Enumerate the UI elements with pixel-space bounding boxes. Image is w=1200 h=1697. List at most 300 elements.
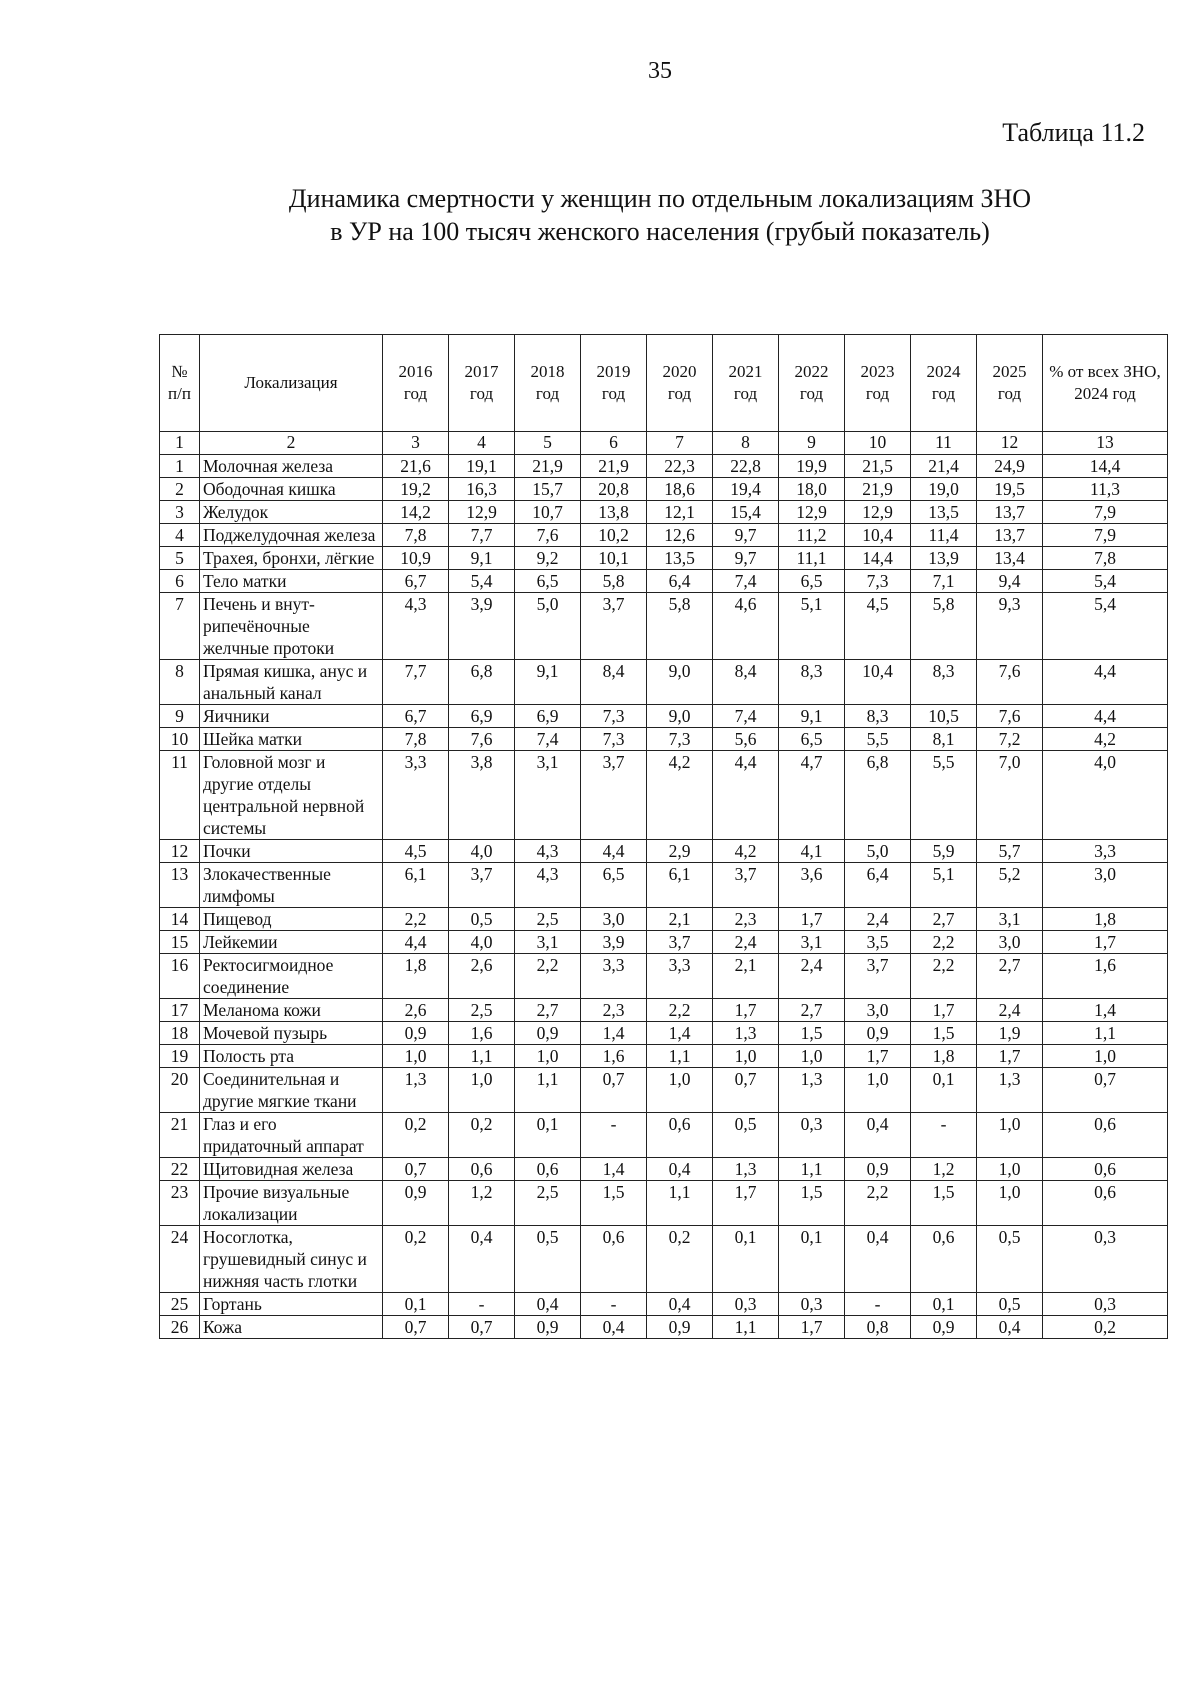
table-row <box>160 1022 1168 1045</box>
percent-value: 5,4 <box>1043 570 1168 593</box>
rate-value: 1,6 <box>449 1022 515 1045</box>
rate-value: 7,4 <box>515 728 581 751</box>
rate-value: 0,1 <box>383 1293 449 1316</box>
rate-value: 0,9 <box>845 1158 911 1181</box>
rate-value: 2,2 <box>845 1181 911 1226</box>
percent-value: 0,6 <box>1043 1158 1168 1181</box>
rate-value: 0,2 <box>449 1113 515 1158</box>
table-row <box>160 751 1168 840</box>
rate-value: 10,9 <box>383 547 449 570</box>
rate-value: 5,8 <box>911 593 977 660</box>
header-year: 2020 год <box>647 335 713 432</box>
rate-value: 10,5 <box>911 705 977 728</box>
table-row <box>160 1158 1168 1181</box>
rate-value: 9,0 <box>647 705 713 728</box>
rate-value: 1,6 <box>581 1045 647 1068</box>
percent-value: 11,3 <box>1043 478 1168 501</box>
rate-value: 21,9 <box>845 478 911 501</box>
row-number: 14 <box>160 908 200 931</box>
rate-value: 1,1 <box>713 1316 779 1339</box>
rate-value: 21,9 <box>515 455 581 478</box>
table-row <box>160 1293 1168 1316</box>
rate-value: 10,2 <box>581 524 647 547</box>
rate-value: 1,8 <box>911 1045 977 1068</box>
percent-value: 1,8 <box>1043 908 1168 931</box>
header-year: 2021 год <box>713 335 779 432</box>
table-row <box>160 1113 1168 1158</box>
header-year: 2018 год <box>515 335 581 432</box>
rate-value: 5,5 <box>911 751 977 840</box>
rate-value: 2,2 <box>911 954 977 999</box>
table-title-line-1: Динамика смертности у женщин по отдельным локализациям ЗНО <box>288 184 1032 213</box>
row-number: 2 <box>160 478 200 501</box>
rate-value: 8,4 <box>713 660 779 705</box>
rate-value: 9,3 <box>977 593 1043 660</box>
rate-value: 7,8 <box>383 728 449 751</box>
rate-value: 0,9 <box>515 1316 581 1339</box>
rate-value: 7,3 <box>647 728 713 751</box>
column-number: 9 <box>779 432 845 455</box>
rate-value: 4,5 <box>383 840 449 863</box>
rate-value: 13,5 <box>911 501 977 524</box>
row-number: 8 <box>160 660 200 705</box>
rate-value: 0,4 <box>845 1226 911 1293</box>
rate-value: 5,2 <box>977 863 1043 908</box>
rate-value: 1,0 <box>647 1068 713 1113</box>
percent-value: 7,9 <box>1043 524 1168 547</box>
rate-value: 9,7 <box>713 524 779 547</box>
header-year: 2024 год <box>911 335 977 432</box>
table-row <box>160 501 1168 524</box>
rate-value: 1,7 <box>911 999 977 1022</box>
rate-value: 5,1 <box>779 593 845 660</box>
rate-value: 11,4 <box>911 524 977 547</box>
localization-name: Кожа <box>200 1316 383 1339</box>
table-row <box>160 728 1168 751</box>
rate-value: 1,5 <box>581 1181 647 1226</box>
table-label: Таблица 11.2 <box>1002 118 1145 147</box>
rate-value: 0,9 <box>647 1316 713 1339</box>
header-row <box>160 335 1168 432</box>
rate-value: 0,3 <box>713 1293 779 1316</box>
rate-value: 0,5 <box>977 1293 1043 1316</box>
percent-value: 4,4 <box>1043 705 1168 728</box>
header-year: 2023 год <box>845 335 911 432</box>
table-row <box>160 660 1168 705</box>
rate-value: 1,5 <box>779 1022 845 1045</box>
rate-value: 0,9 <box>383 1181 449 1226</box>
rate-value: 0,1 <box>713 1226 779 1293</box>
rate-value: 7,6 <box>977 660 1043 705</box>
rate-value: 5,9 <box>911 840 977 863</box>
localization-name: Носоглотка, грушевидный синус и нижняя часть глотки <box>200 1226 383 1293</box>
rate-value: 1,7 <box>779 1316 845 1339</box>
rate-value: 12,9 <box>779 501 845 524</box>
rate-value: 0,4 <box>581 1316 647 1339</box>
rate-value: 0,9 <box>515 1022 581 1045</box>
rate-value: 6,9 <box>515 705 581 728</box>
rate-value: 0,1 <box>779 1226 845 1293</box>
rate-value: 2,6 <box>383 999 449 1022</box>
row-number: 26 <box>160 1316 200 1339</box>
rate-value: 5,4 <box>449 570 515 593</box>
rate-value: 8,1 <box>911 728 977 751</box>
rate-value: 7,6 <box>515 524 581 547</box>
rate-value: 0,6 <box>449 1158 515 1181</box>
rate-value: 0,5 <box>449 908 515 931</box>
rate-value: 1,7 <box>779 908 845 931</box>
localization-name: Ободочная кишка <box>200 478 383 501</box>
table-title <box>160 182 1160 248</box>
rate-value: 4,3 <box>515 863 581 908</box>
rate-value: 1,4 <box>581 1158 647 1181</box>
rate-value: 8,3 <box>779 660 845 705</box>
rate-value: 21,4 <box>911 455 977 478</box>
rate-value: 6,8 <box>845 751 911 840</box>
rate-value: 3,7 <box>449 863 515 908</box>
rate-value: 1,1 <box>449 1045 515 1068</box>
rate-value: 7,4 <box>713 570 779 593</box>
rate-value: 19,9 <box>779 455 845 478</box>
rate-value: 3,9 <box>449 593 515 660</box>
rate-value: 8,3 <box>845 705 911 728</box>
percent-value: 1,0 <box>1043 1045 1168 1068</box>
percent-value: 4,2 <box>1043 728 1168 751</box>
rate-value: 2,6 <box>449 954 515 999</box>
localization-name: Злокачественные лимфомы <box>200 863 383 908</box>
rate-value: 1,7 <box>713 1181 779 1226</box>
rate-value: 4,1 <box>779 840 845 863</box>
rate-value: 6,4 <box>845 863 911 908</box>
column-number: 11 <box>911 432 977 455</box>
rate-value: 6,5 <box>581 863 647 908</box>
rate-value: 5,8 <box>581 570 647 593</box>
localization-name: Печень и внут-рипечёночные желчные протоки <box>200 593 383 660</box>
table-title-line-2: в УР на 100 тысяч женского населения (грубый показатель) <box>330 217 990 246</box>
rate-value: 0,2 <box>383 1226 449 1293</box>
rate-value: 19,0 <box>911 478 977 501</box>
localization-name: Мочевой пузырь <box>200 1022 383 1045</box>
rate-value: 7,3 <box>581 705 647 728</box>
percent-value: 0,7 <box>1043 1068 1168 1113</box>
localization-name: Почки <box>200 840 383 863</box>
table-row <box>160 840 1168 863</box>
rate-value: 4,3 <box>383 593 449 660</box>
rate-value: 2,5 <box>515 908 581 931</box>
localization-name: Щитовидная железа <box>200 1158 383 1181</box>
rate-value: 11,1 <box>779 547 845 570</box>
rate-value: 16,3 <box>449 478 515 501</box>
rate-value: 0,5 <box>713 1113 779 1158</box>
header-year: 2017 год <box>449 335 515 432</box>
row-number: 13 <box>160 863 200 908</box>
rate-value: 0,7 <box>449 1316 515 1339</box>
table-row <box>160 931 1168 954</box>
rate-value: 1,8 <box>383 954 449 999</box>
rate-value: 7,0 <box>977 751 1043 840</box>
rate-value: 10,4 <box>845 524 911 547</box>
rate-value: 1,0 <box>977 1158 1043 1181</box>
header-year: 2016 год <box>383 335 449 432</box>
rate-value: - <box>449 1293 515 1316</box>
rate-value: 7,1 <box>911 570 977 593</box>
rate-value: 4,6 <box>713 593 779 660</box>
rate-value: 22,8 <box>713 455 779 478</box>
rate-value: 0,1 <box>515 1113 581 1158</box>
localization-name: Прямая кишка, анус и анальный канал <box>200 660 383 705</box>
row-number: 17 <box>160 999 200 1022</box>
rate-value: 6,7 <box>383 570 449 593</box>
header-num: № п/п <box>160 335 200 432</box>
rate-value: 10,4 <box>845 660 911 705</box>
rate-value: 5,1 <box>911 863 977 908</box>
percent-value: 3,0 <box>1043 863 1168 908</box>
rate-value: 1,0 <box>977 1181 1043 1226</box>
rate-value: 0,1 <box>911 1293 977 1316</box>
rate-value: 2,3 <box>713 908 779 931</box>
localization-name: Гортань <box>200 1293 383 1316</box>
row-number: 21 <box>160 1113 200 1158</box>
rate-value: 3,7 <box>581 593 647 660</box>
table-row <box>160 570 1168 593</box>
rate-value: 1,3 <box>977 1068 1043 1113</box>
rate-value: 0,8 <box>845 1316 911 1339</box>
rate-value: 3,1 <box>977 908 1043 931</box>
localization-name: Прочие визуальные локализации <box>200 1181 383 1226</box>
localization-name: Меланома кожи <box>200 999 383 1022</box>
rate-value: 1,3 <box>779 1068 845 1113</box>
rate-value: 9,1 <box>449 547 515 570</box>
localization-name: Ректосигмоидное соединение <box>200 954 383 999</box>
header-localization: Локализация <box>200 335 383 432</box>
row-number: 7 <box>160 593 200 660</box>
rate-value: 0,9 <box>845 1022 911 1045</box>
percent-value: 5,4 <box>1043 593 1168 660</box>
row-number: 23 <box>160 1181 200 1226</box>
percent-value: 1,4 <box>1043 999 1168 1022</box>
rate-value: 1,2 <box>911 1158 977 1181</box>
rate-value: 3,7 <box>845 954 911 999</box>
rate-value: 6,1 <box>647 863 713 908</box>
column-number: 6 <box>581 432 647 455</box>
rate-value: 7,6 <box>977 705 1043 728</box>
rate-value: 1,3 <box>383 1068 449 1113</box>
rate-value: 0,9 <box>383 1022 449 1045</box>
rate-value: 2,7 <box>779 999 845 1022</box>
rate-value: 1,0 <box>977 1113 1043 1158</box>
percent-value: 14,4 <box>1043 455 1168 478</box>
rate-value: 10,1 <box>581 547 647 570</box>
localization-name: Желудок <box>200 501 383 524</box>
percent-value: 0,3 <box>1043 1293 1168 1316</box>
table-row <box>160 478 1168 501</box>
rate-value: 5,0 <box>515 593 581 660</box>
rate-value: 0,1 <box>911 1068 977 1113</box>
localization-name: Тело матки <box>200 570 383 593</box>
table-row <box>160 908 1168 931</box>
rate-value: 1,5 <box>911 1022 977 1045</box>
rate-value: 5,5 <box>845 728 911 751</box>
column-number: 1 <box>160 432 200 455</box>
rate-value: 0,2 <box>383 1113 449 1158</box>
rate-value: 24,9 <box>977 455 1043 478</box>
rate-value: 1,1 <box>515 1068 581 1113</box>
table-row <box>160 1226 1168 1293</box>
percent-value: 4,0 <box>1043 751 1168 840</box>
table-row <box>160 524 1168 547</box>
column-number: 10 <box>845 432 911 455</box>
rate-value: 1,5 <box>779 1181 845 1226</box>
rate-value: 2,2 <box>647 999 713 1022</box>
rate-value: 4,4 <box>383 931 449 954</box>
rate-value: 3,5 <box>845 931 911 954</box>
rate-value: 1,9 <box>977 1022 1043 1045</box>
rate-value: 1,7 <box>845 1045 911 1068</box>
localization-name: Глаз и его придаточный аппарат <box>200 1113 383 1158</box>
table-row <box>160 705 1168 728</box>
column-number: 7 <box>647 432 713 455</box>
table-body <box>160 432 1168 1339</box>
rate-value: 3,3 <box>647 954 713 999</box>
percent-value: 7,8 <box>1043 547 1168 570</box>
rate-value: 19,2 <box>383 478 449 501</box>
rate-value: 3,3 <box>581 954 647 999</box>
rate-value: 2,4 <box>845 908 911 931</box>
rate-value: 4,2 <box>647 751 713 840</box>
rate-value: 0,3 <box>779 1113 845 1158</box>
rate-value: 3,0 <box>977 931 1043 954</box>
percent-value: 1,7 <box>1043 931 1168 954</box>
rate-value: 9,2 <box>515 547 581 570</box>
rate-value: 1,0 <box>383 1045 449 1068</box>
rate-value: 13,9 <box>911 547 977 570</box>
rate-value: 1,0 <box>449 1068 515 1113</box>
row-number: 24 <box>160 1226 200 1293</box>
row-number: 3 <box>160 501 200 524</box>
rate-value: 0,6 <box>911 1226 977 1293</box>
rate-value: 14,4 <box>845 547 911 570</box>
localization-name: Пищевод <box>200 908 383 931</box>
row-number: 10 <box>160 728 200 751</box>
rate-value: 9,4 <box>977 570 1043 593</box>
rate-value: 7,2 <box>977 728 1043 751</box>
rate-value: 15,4 <box>713 501 779 524</box>
header-percent: % от всех ЗНО, 2024 год <box>1043 335 1168 432</box>
rate-value: 0,2 <box>647 1226 713 1293</box>
rate-value: 5,6 <box>713 728 779 751</box>
rate-value: 3,1 <box>515 931 581 954</box>
rate-value: 4,0 <box>449 931 515 954</box>
rate-value: 4,0 <box>449 840 515 863</box>
rate-value: 4,7 <box>779 751 845 840</box>
row-number: 4 <box>160 524 200 547</box>
rate-value: 3,6 <box>779 863 845 908</box>
rate-value: 10,7 <box>515 501 581 524</box>
rate-value: 0,3 <box>779 1293 845 1316</box>
localization-name: Шейка матки <box>200 728 383 751</box>
rate-value: 1,4 <box>581 1022 647 1045</box>
rate-value: 1,7 <box>713 999 779 1022</box>
row-number: 20 <box>160 1068 200 1113</box>
rate-value: 5,7 <box>977 840 1043 863</box>
rate-value: 0,4 <box>647 1158 713 1181</box>
header-year: 2019 год <box>581 335 647 432</box>
rate-value: 0,4 <box>647 1293 713 1316</box>
rate-value: 19,1 <box>449 455 515 478</box>
rate-value: 9,1 <box>779 705 845 728</box>
rate-value: 6,4 <box>647 570 713 593</box>
rate-value: 1,7 <box>977 1045 1043 1068</box>
localization-name: Лейкемии <box>200 931 383 954</box>
rate-value: 3,7 <box>581 751 647 840</box>
rate-value: 2,4 <box>779 954 845 999</box>
row-number: 16 <box>160 954 200 999</box>
percent-value: 0,6 <box>1043 1113 1168 1158</box>
rate-value: 2,1 <box>713 954 779 999</box>
rate-value: - <box>911 1113 977 1158</box>
rate-value: 9,0 <box>647 660 713 705</box>
rate-value: 2,3 <box>581 999 647 1022</box>
rate-value: 3,1 <box>515 751 581 840</box>
percent-value: 1,6 <box>1043 954 1168 999</box>
rate-value: 3,7 <box>713 863 779 908</box>
rate-value: 2,5 <box>515 1181 581 1226</box>
table-row <box>160 593 1168 660</box>
rate-value: 1,3 <box>713 1158 779 1181</box>
rate-value: 12,6 <box>647 524 713 547</box>
column-number: 5 <box>515 432 581 455</box>
row-number: 6 <box>160 570 200 593</box>
rate-value: 4,5 <box>845 593 911 660</box>
rate-value: 0,4 <box>449 1226 515 1293</box>
percent-value: 0,6 <box>1043 1181 1168 1226</box>
percent-value: 0,2 <box>1043 1316 1168 1339</box>
table-row <box>160 547 1168 570</box>
header-year: 2022 год <box>779 335 845 432</box>
page-number: 35 <box>648 58 672 84</box>
rate-value: 21,6 <box>383 455 449 478</box>
localization-name: Молочная железа <box>200 455 383 478</box>
rate-value: 1,3 <box>713 1022 779 1045</box>
rate-value: 0,4 <box>515 1293 581 1316</box>
rate-value: 2,2 <box>515 954 581 999</box>
rate-value: 21,9 <box>581 455 647 478</box>
rate-value: 21,5 <box>845 455 911 478</box>
rate-value: 12,9 <box>845 501 911 524</box>
rate-value: 20,8 <box>581 478 647 501</box>
rate-value: 4,4 <box>581 840 647 863</box>
row-number: 18 <box>160 1022 200 1045</box>
rate-value: 13,8 <box>581 501 647 524</box>
table-row <box>160 1045 1168 1068</box>
rate-value: 4,3 <box>515 840 581 863</box>
rate-value: 2,4 <box>977 999 1043 1022</box>
rate-value: 19,5 <box>977 478 1043 501</box>
rate-value: 2,4 <box>713 931 779 954</box>
rate-value: 6,1 <box>383 863 449 908</box>
table-row <box>160 1316 1168 1339</box>
column-number: 12 <box>977 432 1043 455</box>
row-number: 25 <box>160 1293 200 1316</box>
percent-value: 1,1 <box>1043 1022 1168 1045</box>
rate-value: 0,7 <box>581 1068 647 1113</box>
rate-value: 5,0 <box>845 840 911 863</box>
rate-value: 13,5 <box>647 547 713 570</box>
column-number: 2 <box>200 432 383 455</box>
rate-value: 15,7 <box>515 478 581 501</box>
row-number: 1 <box>160 455 200 478</box>
rate-value: 6,8 <box>449 660 515 705</box>
